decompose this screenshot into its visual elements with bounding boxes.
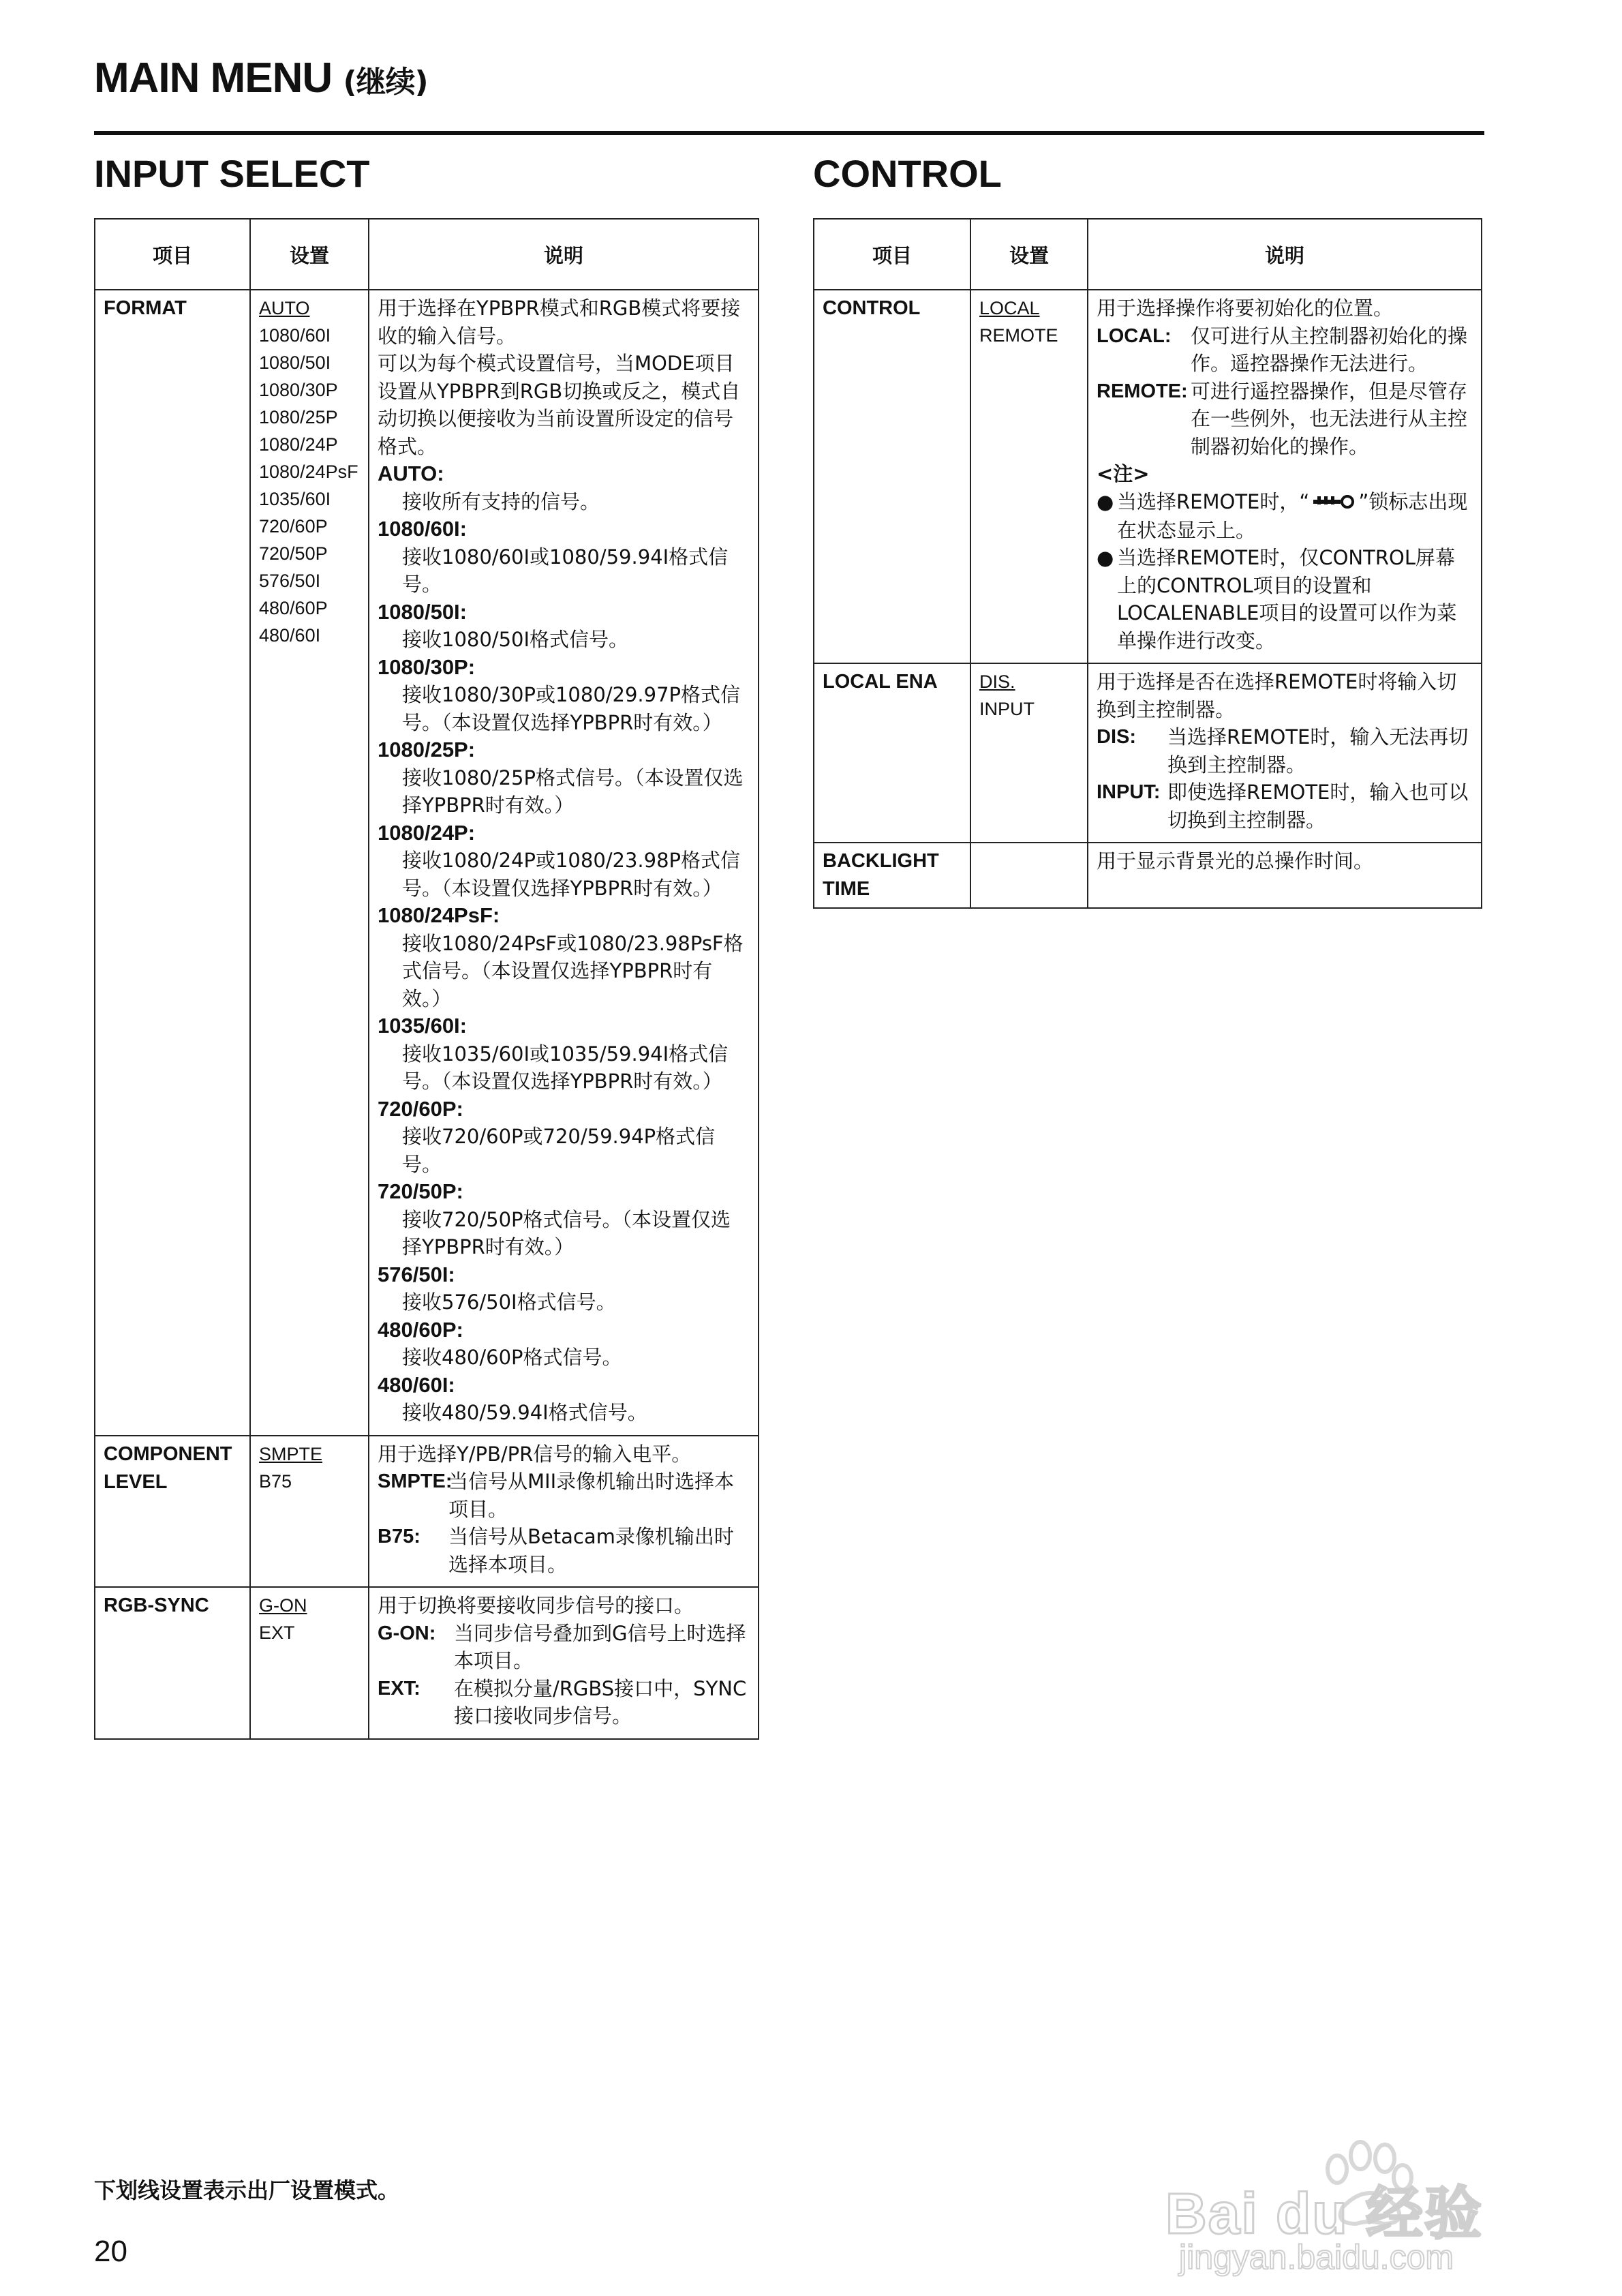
entry-text: 接收1080/24PsF或1080/23.98PsF格式信号。（本设置仅选择YPBPR时有效。） bbox=[402, 931, 744, 1010]
settings-format bbox=[250, 290, 369, 1436]
term bbox=[378, 1620, 750, 1675]
term-key: LOCAL: bbox=[1097, 324, 1172, 347]
watermark-url: jingyan.baidu.com bbox=[1179, 2238, 1454, 2276]
setting-option: 1080/60I bbox=[259, 325, 331, 346]
setting-option: SMPTE bbox=[259, 1443, 323, 1464]
column-header-description: 说明 bbox=[1088, 219, 1482, 290]
setting-option: EXT bbox=[259, 1622, 295, 1643]
watermark-brand: Bai du 经验 bbox=[1165, 2181, 1484, 2246]
setting-option: B75 bbox=[259, 1470, 292, 1492]
section-title-control: CONTROL bbox=[813, 152, 1002, 195]
setting-option: 480/60I bbox=[259, 625, 321, 646]
table-header-row bbox=[95, 219, 759, 290]
term bbox=[378, 1468, 750, 1523]
note-item bbox=[1097, 544, 1473, 654]
setting-option: 1035/60I bbox=[259, 489, 331, 509]
entry-label: 720/60P: bbox=[378, 1096, 463, 1121]
column-header-setting: 设置 bbox=[250, 219, 369, 290]
setting-option: 1080/24PsF bbox=[259, 462, 358, 482]
item-rgb-sync: RGB-SYNC bbox=[95, 1587, 250, 1739]
term-value: 当同步信号叠加到G信号上时选择本项目。 bbox=[454, 1621, 746, 1672]
entry-text: 接收576/50I格式信号。 bbox=[402, 1290, 616, 1314]
note-item bbox=[1097, 488, 1473, 545]
column-header-description: 说明 bbox=[369, 219, 759, 290]
setting-option: INPUT bbox=[979, 699, 1035, 720]
setting-option: 1080/24P bbox=[259, 434, 338, 455]
table-row-control bbox=[814, 290, 1482, 663]
item-local-ena: LOCAL ENA bbox=[814, 663, 970, 843]
description-intro: 用于显示背景光的总操作时间。 bbox=[1097, 849, 1374, 873]
setting-option: 480/60P bbox=[259, 598, 328, 618]
entry-label: 1080/50I: bbox=[378, 599, 467, 624]
item-backlight-time: BACKLIGHT TIME bbox=[814, 843, 970, 908]
description-intro: 用于切换将要接收同步信号的接口。 bbox=[378, 1594, 694, 1617]
table-row-component-level bbox=[95, 1436, 759, 1588]
description-intro-2: 可以为每个模式设置信号，当MODE项目设置从YPBPR到RGB切换或反之，模式自动切换以便接收为当前设置所设定的信号格式。 bbox=[378, 352, 741, 458]
term bbox=[1097, 322, 1473, 378]
bullet-icon: ● bbox=[1097, 489, 1114, 513]
settings-rgb-sync bbox=[250, 1587, 369, 1739]
setting-option: AUTO bbox=[259, 298, 310, 318]
term bbox=[1097, 378, 1473, 461]
term-key: G-ON: bbox=[378, 1622, 436, 1644]
description-intro: 用于选择操作将要初始化的位置。 bbox=[1097, 297, 1394, 320]
entry-text: 接收480/59.94I格式信号。 bbox=[402, 1401, 647, 1424]
settings-component-level bbox=[250, 1436, 369, 1588]
entry-text: 接收1035/60I或1035/59.94I格式信号。（本设置仅选择YPBPR时有效。） bbox=[402, 1042, 729, 1093]
term bbox=[378, 1675, 750, 1730]
key-icon bbox=[1312, 489, 1356, 517]
item-format: FORMAT bbox=[95, 290, 250, 1436]
entry-text: 接收720/50P格式信号。（本设置仅选择YPBPR时有效。） bbox=[402, 1207, 731, 1258]
description-intro: 用于选择Y/PB/PR信号的输入电平。 bbox=[378, 1442, 692, 1466]
description-control bbox=[1088, 290, 1482, 663]
entry-text: 接收480/60P格式信号。 bbox=[402, 1346, 622, 1369]
entry-label: 480/60P: bbox=[378, 1317, 463, 1342]
term-key: REMOTE: bbox=[1097, 380, 1188, 402]
term-key: EXT: bbox=[378, 1677, 420, 1700]
column-header-setting: 设置 bbox=[970, 219, 1088, 290]
entry-label: 480/60I: bbox=[378, 1372, 455, 1397]
description-local-ena bbox=[1088, 663, 1482, 843]
description-format bbox=[369, 290, 759, 1436]
description-intro: 用于选择在YPBPR模式和RGB模式将要接收的输入信号。 bbox=[378, 297, 741, 348]
note-label: <注> bbox=[1097, 462, 1150, 485]
entry-label: 576/50I: bbox=[378, 1262, 455, 1286]
description-rgb-sync bbox=[369, 1587, 759, 1739]
setting-option: 720/60P bbox=[259, 516, 328, 537]
settings-local-ena bbox=[970, 663, 1088, 843]
term bbox=[1097, 723, 1473, 779]
description-intro: 用于选择是否在选择REMOTE时将输入切换到主控制器。 bbox=[1097, 670, 1457, 721]
setting-option: G-ON bbox=[259, 1595, 307, 1616]
column-header-item: 项目 bbox=[814, 219, 970, 290]
description-backlight-time bbox=[1088, 843, 1482, 908]
setting-option: 1080/25P bbox=[259, 407, 338, 427]
setting-option: 1080/50I bbox=[259, 352, 331, 373]
table-header-row bbox=[814, 219, 1482, 290]
setting-option: 1080/30P bbox=[259, 380, 338, 400]
table-row-backlight-time bbox=[814, 843, 1482, 908]
note-text: 当选择REMOTE时，“ ”锁标志出现在状态显示上。 bbox=[1117, 489, 1468, 542]
term-value: 仅可进行从主控制器初始化的操作。遥控器操作无法进行。 bbox=[1191, 324, 1468, 375]
page-number: 20 bbox=[94, 2235, 127, 2268]
entry-text: 接收所有支持的信号。 bbox=[402, 489, 600, 513]
control-table bbox=[813, 218, 1482, 909]
item-component-level: COMPONENT LEVEL bbox=[95, 1436, 250, 1588]
item-control: CONTROL bbox=[814, 290, 970, 663]
term-value: 当信号从Betacam录像机输出时选择本项目。 bbox=[448, 1525, 734, 1576]
term-value: 即使选择REMOTE时，输入也可以切换到主控制器。 bbox=[1167, 781, 1469, 832]
setting-option: LOCAL bbox=[979, 298, 1040, 318]
section-title-input-select: INPUT SELECT bbox=[94, 152, 370, 195]
entry-label: 1080/25P: bbox=[378, 738, 476, 761]
table-row-rgb-sync bbox=[95, 1587, 759, 1739]
settings-backlight-time bbox=[970, 843, 1088, 908]
entry-label: 1080/24PsF: bbox=[378, 903, 500, 927]
entry-text: 接收1080/25P格式信号。（本设置仅选择YPBPR时有效。） bbox=[402, 766, 744, 817]
entry-label: 1080/30P: bbox=[378, 654, 476, 679]
term-key: INPUT: bbox=[1097, 781, 1161, 804]
table-row-format bbox=[95, 290, 759, 1436]
table-row-local-ena bbox=[814, 663, 1482, 843]
entry-label: AUTO: bbox=[378, 462, 444, 485]
description-component-level bbox=[369, 1436, 759, 1588]
page-title-main: MAIN MENU bbox=[94, 55, 333, 102]
term-key: B75: bbox=[378, 1526, 420, 1547]
setting-option: 576/50I bbox=[259, 571, 321, 591]
bullet-icon: ● bbox=[1097, 546, 1114, 570]
settings-control bbox=[970, 290, 1088, 663]
term-value: 当信号从MII录像机输出时选择本项目。 bbox=[448, 1470, 735, 1521]
term bbox=[378, 1523, 750, 1578]
term-value: 可进行遥控器操作，但是尽管存在一些例外，也无法进行从主控制器初始化的操作。 bbox=[1191, 379, 1468, 458]
entry-label: 1080/60I: bbox=[378, 517, 467, 541]
page-title-sub: (继续) bbox=[343, 65, 428, 100]
term bbox=[1097, 779, 1473, 834]
setting-option: REMOTE bbox=[979, 325, 1058, 346]
setting-option: DIS. bbox=[979, 671, 1015, 693]
page-title bbox=[94, 53, 428, 104]
entry-text: 接收1080/50I格式信号。 bbox=[402, 628, 629, 651]
entry-label: 1035/60I: bbox=[378, 1014, 467, 1038]
entry-text: 接收720/60P或720/59.94P格式信号。 bbox=[402, 1125, 716, 1176]
entry-text: 接收1080/24P或1080/23.98P格式信号。（本设置仅选择YPBPR时有效。） bbox=[402, 849, 741, 900]
entry-label: 1080/24P: bbox=[378, 820, 476, 845]
footnote: 下划线设置表示出厂设置模式。 bbox=[94, 2177, 400, 2203]
watermark bbox=[1159, 2120, 1595, 2284]
column-header-item: 项目 bbox=[95, 219, 250, 290]
input-select-table bbox=[94, 218, 759, 1740]
title-rule bbox=[94, 131, 1484, 135]
entry-label: 720/50P: bbox=[378, 1179, 463, 1203]
setting-option: 720/50P bbox=[259, 543, 328, 564]
note-text: 当选择REMOTE时，仅CONTROL屏幕上的CONTROL项目的设置和LOCALENABLE项目的设置可以作为菜单操作进行改变。 bbox=[1117, 546, 1457, 652]
entry-text: 接收1080/60I或1080/59.94I格式信号。 bbox=[402, 545, 729, 596]
term-key: SMPTE: bbox=[378, 1470, 453, 1492]
term-value: 在模拟分量/RGBS接口中，SYNC接口接收同步信号。 bbox=[454, 1676, 747, 1727]
term-value: 当选择REMOTE时，输入无法再切换到主控制器。 bbox=[1167, 725, 1469, 776]
term-key: DIS: bbox=[1097, 726, 1136, 749]
entry-text: 接收1080/30P或1080/29.97P格式信号。（本设置仅选择YPBPR时有效。） bbox=[402, 683, 741, 734]
